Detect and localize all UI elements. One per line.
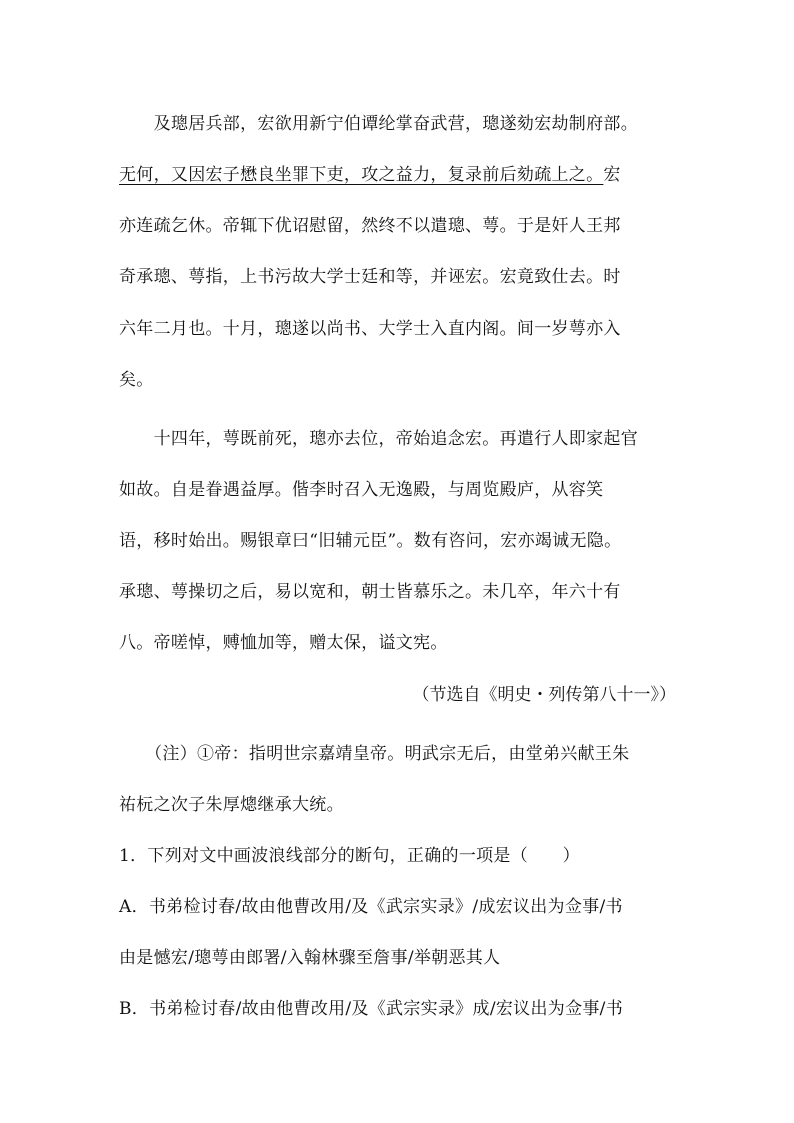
option-b-line1: B．书弟检讨春/故由他曹改用/及《武宗实录》成/宏议出为佥事/书 bbox=[119, 999, 624, 1019]
passage-p2-line4: 承璁、萼操切之后，易以宽和，朝士皆慕乐之。未几卒，年六十有 bbox=[119, 582, 621, 602]
passage-p1-line3: 亦连疏乞休。帝辄下优诏慰留，然终不以遣璁、萼。于是奸人王邦 bbox=[119, 216, 621, 236]
passage-p2-line2: 如故。自是眷遇益厚。偕李时召入无逸殿，与周览殿庐，从容笑 bbox=[119, 480, 604, 500]
underlined-sentence: 无何，又因宏子懋良坐罪下吏，攻之益力，复录前后劾疏上之。 bbox=[119, 165, 604, 185]
source-citation: （节选自《明史・列传第八十一》） bbox=[412, 685, 676, 705]
note-line1: （注）①帝：指明世宗嘉靖皇帝。明武宗无后，由堂弟兴献王朱 bbox=[119, 744, 630, 764]
question-stem: 1．下列对文中画波浪线部分的断句，正确的一项是（ ） bbox=[119, 846, 580, 866]
passage-p2-line1: 十四年，萼既前死，璁亦去位，帝始追念宏。再遣行人即家起官 bbox=[119, 429, 638, 449]
passage-p1-line2 bbox=[119, 164, 621, 186]
option-a-line2: 由是憾宏/璁萼由郎署/入翰林骤至詹事/举朝恶其人 bbox=[119, 948, 501, 968]
passage-p2-line3: 语，移时始出。赐银章曰“旧辅元臣”。数有咨问，宏亦竭诚无隐。 bbox=[119, 531, 622, 551]
note-line2: 祐杬之次子朱厚熜继承大统。 bbox=[119, 795, 344, 815]
option-a-line1: A．书弟检讨春/故由他曹改用/及《武宗实录》/成宏议出为佥事/书 bbox=[119, 897, 623, 917]
passage-p1-line4: 奇承璁、萼指，上书污故大学士廷和等，并诬宏。宏竟致仕去。时 bbox=[119, 267, 621, 287]
passage-p1-line1: 及璁居兵部，宏欲用新宁伯谭纶掌奋武营，璁遂劾宏劫制府部。 bbox=[119, 114, 638, 134]
passage-p1-line2-rest: 宏 bbox=[603, 165, 621, 185]
passage-p1-line6: 矣。 bbox=[119, 370, 154, 390]
passage-p1-line5: 六年二月也。十月，璁遂以尚书、大学士入直内阁。间一岁萼亦入 bbox=[119, 319, 621, 339]
passage-p2-line5: 八。帝嗟悼，赙恤加等，赠太保，谥文宪。 bbox=[119, 633, 448, 653]
